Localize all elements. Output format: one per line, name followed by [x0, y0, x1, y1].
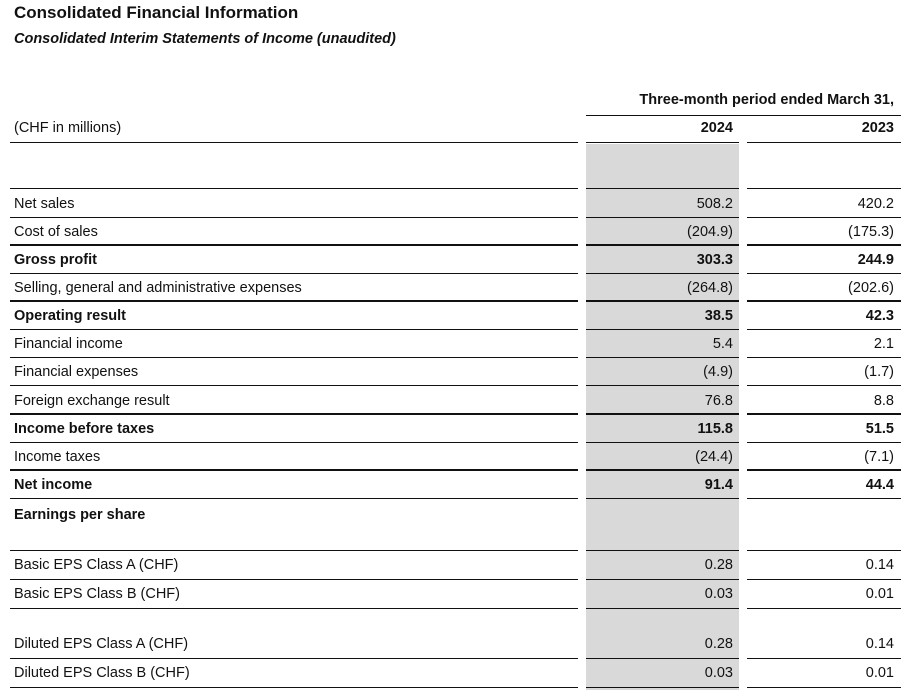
divider [747, 142, 901, 143]
table-row [0, 443, 901, 471]
value-2023: 0.01 [865, 665, 894, 681]
divider [747, 385, 901, 386]
divider [10, 142, 578, 143]
page-title: Consolidated Financial Information [14, 3, 299, 22]
value-2023: 2.1 [873, 336, 894, 352]
value-2023: (7.1) [864, 449, 894, 465]
row-label: Income taxes [14, 449, 101, 465]
value-2023: (1.7) [864, 364, 894, 380]
row-label: Diluted EPS Class A (CHF) [14, 636, 189, 652]
value-2023: (175.3) [848, 224, 894, 240]
divider [747, 687, 901, 688]
table-row [0, 246, 901, 274]
divider [586, 142, 739, 143]
row-label: Foreign exchange result [14, 393, 170, 409]
divider [10, 385, 578, 386]
year-2023-header: 2023 [861, 120, 894, 136]
value-2023: 8.8 [873, 393, 894, 409]
table-row [0, 630, 901, 659]
row-label: Net income [14, 477, 93, 493]
divider [747, 608, 901, 609]
row-label: Operating result [14, 308, 126, 324]
table-row [0, 415, 901, 443]
value-2024: 38.5 [704, 308, 733, 324]
value-2023: 51.5 [865, 421, 894, 437]
table-row [0, 190, 901, 218]
table-row [0, 274, 901, 302]
value-2023: 0.14 [865, 636, 894, 652]
table-row [0, 551, 901, 580]
divider [586, 608, 739, 609]
divider [10, 608, 578, 609]
value-2023: (202.6) [848, 280, 894, 296]
divider [10, 188, 578, 189]
divider [586, 498, 739, 499]
eps-heading-label: Earnings per share [14, 507, 146, 523]
divider [747, 498, 901, 499]
row-label: Gross profit [14, 252, 97, 268]
value-2023: 0.14 [865, 557, 894, 573]
divider [586, 188, 739, 189]
table-row [0, 330, 901, 358]
value-2024: 0.03 [704, 665, 733, 681]
table-row [0, 471, 901, 499]
row-label: Financial income [14, 336, 123, 352]
row-label: Basic EPS Class B (CHF) [14, 586, 180, 602]
value-2024: 76.8 [704, 393, 733, 409]
value-2024: 508.2 [696, 196, 733, 212]
value-2023: 44.4 [865, 477, 894, 493]
row-label: Income before taxes [14, 421, 155, 437]
value-2023: 420.2 [857, 196, 894, 212]
value-2024: 0.28 [704, 636, 733, 652]
divider [586, 687, 739, 688]
unit-label: (CHF in millions) [14, 120, 122, 136]
row-label: Diluted EPS Class B (CHF) [14, 665, 190, 681]
eps-heading [0, 507, 901, 527]
table-row [0, 302, 901, 330]
row-label: Selling, general and administrative expenses [14, 280, 302, 296]
table-row [0, 580, 901, 609]
row-label: Financial expenses [14, 364, 139, 380]
period-header: Three-month period ended March 31, [639, 92, 894, 108]
value-2024: (24.4) [695, 449, 733, 465]
table-row [0, 659, 901, 688]
value-2024: 0.28 [704, 557, 733, 573]
value-2024: 0.03 [704, 586, 733, 602]
divider [10, 498, 578, 499]
period-underline [586, 115, 901, 116]
value-2024: 303.3 [696, 252, 733, 268]
row-label: Basic EPS Class A (CHF) [14, 557, 179, 573]
value-2023: 244.9 [857, 252, 894, 268]
row-label: Net sales [14, 196, 75, 212]
table-row [0, 358, 901, 386]
divider [586, 385, 739, 386]
value-2024: (204.9) [687, 224, 733, 240]
value-2023: 42.3 [865, 308, 894, 324]
statement-subtitle: Consolidated Interim Statements of Income (unaudited) [14, 31, 396, 47]
value-2024: (4.9) [703, 364, 733, 380]
divider [747, 188, 901, 189]
value-2024: (264.8) [687, 280, 733, 296]
year-2024-header: 2024 [700, 120, 733, 136]
value-2024: 91.4 [704, 477, 733, 493]
value-2024: 5.4 [712, 336, 733, 352]
value-2024: 115.8 [697, 421, 733, 437]
shade-block [586, 144, 739, 190]
row-label: Cost of sales [14, 224, 98, 240]
value-2023: 0.01 [865, 586, 894, 602]
divider [10, 687, 578, 688]
table-row [0, 218, 901, 246]
table-row [0, 387, 901, 415]
